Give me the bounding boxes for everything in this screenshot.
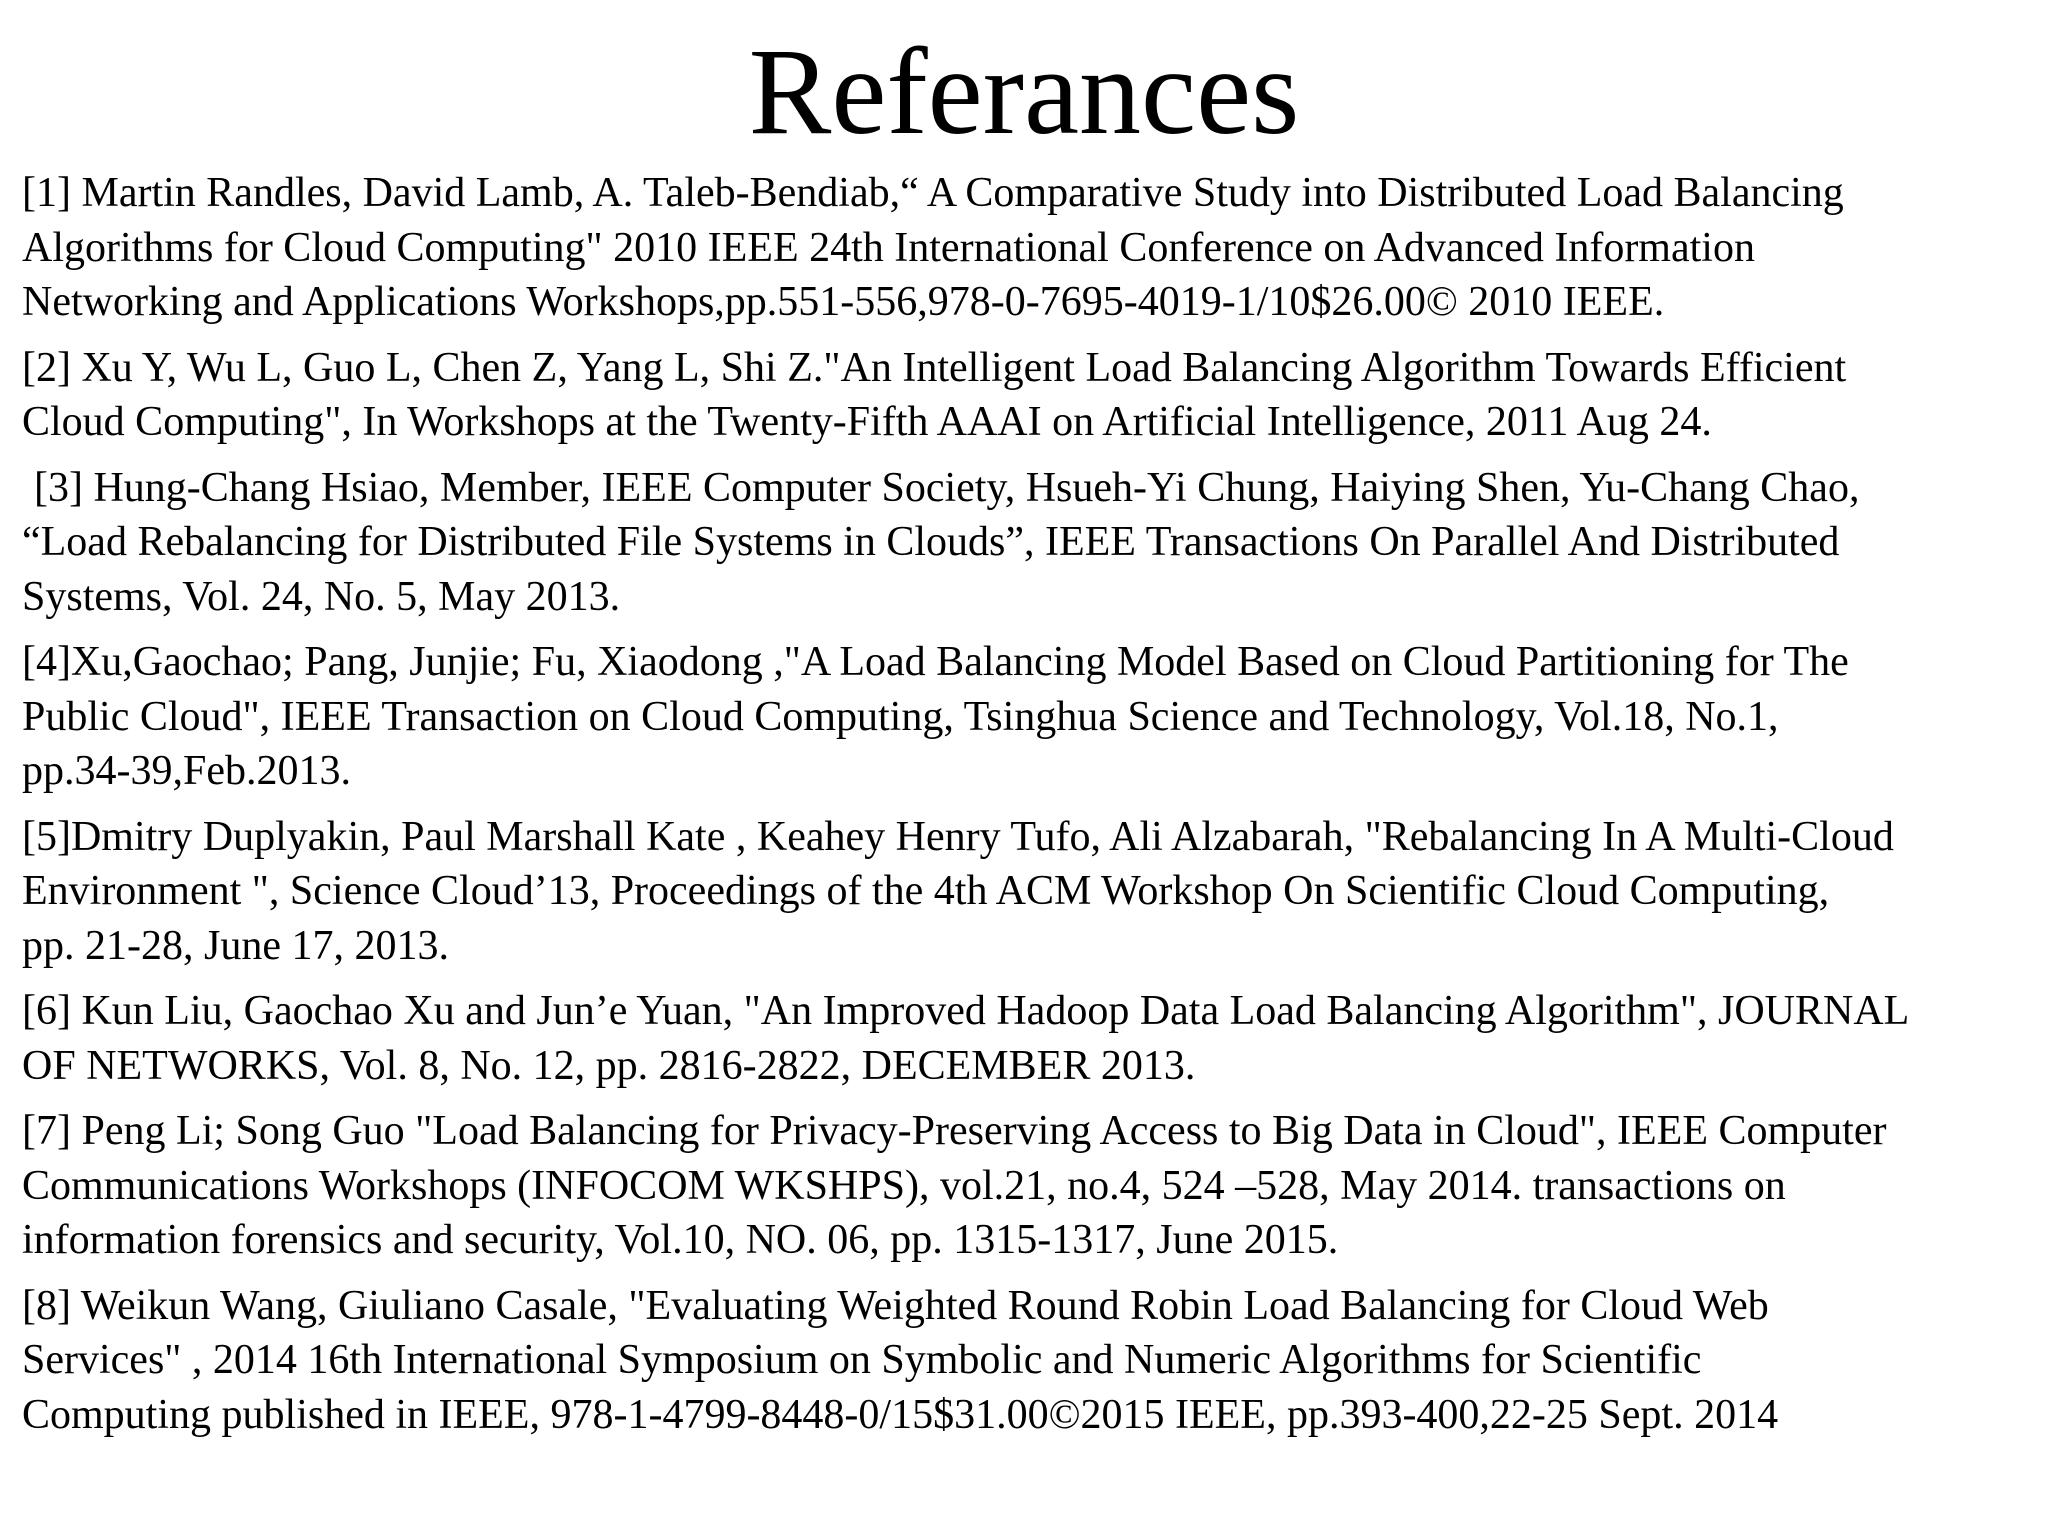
reference-line: Public Cloud", IEEE Transaction on Cloud Computing, Tsinghua Science and Technology, Vol.18, No.1, bbox=[22, 693, 1779, 740]
slide-title: Referances bbox=[748, 23, 1300, 160]
reference-line: Communications Workshops (INFOCOM WKSHPS), vol.21, no.4, 524 –528, May 2014. transactions on bbox=[22, 1162, 1786, 1209]
reference-item-5 bbox=[22, 810, 2048, 974]
reference-item-8 bbox=[22, 1279, 2048, 1443]
reference-line: [5]Dmitry Duplyakin, Paul Marshall Kate , Keahey Henry Tufo, Ali Alzabarah, "Rebalancing In A Multi-Cloud bbox=[22, 813, 1894, 860]
reference-line: [4]Xu,Gaochao; Pang, Junjie; Fu, Xiaodong ,"A Load Balancing Model Based on Cloud Partitioning for The bbox=[22, 639, 1849, 685]
reference-line: pp.34-39,Feb.2013. bbox=[22, 748, 351, 794]
reference-item-2 bbox=[22, 341, 2048, 450]
reference-line: [1] Martin Randles, David Lamb, A. Taleb-Bendiab,“ A Comparative Study into Distributed Load Balancing bbox=[22, 170, 1844, 216]
reference-list bbox=[22, 166, 2048, 1453]
reference-line: Services" , 2014 16th International Symposium on Symbolic and Numeric Algorithms for Scientific bbox=[22, 1337, 1702, 1383]
reference-line: [7] Peng Li; Song Guo "Load Balancing for Privacy-Preserving Access to Big Data in Cloud", IEEE Computer bbox=[22, 1108, 1887, 1154]
reference-item-1 bbox=[22, 166, 2048, 330]
reference-line: Computing published in IEEE, 978-1-4799-8448-0/15$31.00©2015 IEEE, pp.393-400,22-25 Sept. 2014 bbox=[22, 1391, 1779, 1438]
reference-line: Systems, Vol. 24, No. 5, May 2013. bbox=[22, 573, 621, 620]
reference-item-7 bbox=[22, 1104, 2048, 1268]
reference-line: OF NETWORKS, Vol. 8, No. 12, pp. 2816-2822, DECEMBER 2013. bbox=[22, 1042, 1196, 1089]
reference-line: [6] Kun Liu, Gaochao Xu and Jun’e Yuan, "An Improved Hadoop Data Load Balancing Algorithm", JOURNAL bbox=[22, 988, 1910, 1034]
reference-line: [3] Hung-Chang Hsiao, Member, IEEE Computer Society, Hsueh-Yi Chung, Haiying Shen, Yu-Chang Chao, bbox=[34, 464, 1860, 511]
reference-line: pp. 21-28, June 17, 2013. bbox=[22, 922, 449, 969]
reference-line: Environment ", Science Cloud’13, Proceedings of the 4th ACM Workshop On Scientific Cloud Computing, bbox=[22, 868, 1830, 914]
reference-item-4 bbox=[22, 635, 2048, 799]
reference-line: information forensics and security, Vol.10, NO. 06, pp. 1315-1317, June 2015. bbox=[22, 1217, 1339, 1263]
reference-line: [8] Weikun Wang, Giuliano Casale, "Evaluating Weighted Round Robin Load Balancing for Cloud Web bbox=[22, 1282, 1769, 1329]
reference-item-6 bbox=[22, 984, 2048, 1093]
reference-line: Algorithms for Cloud Computing" 2010 IEEE 24th International Conference on Advanced Information bbox=[22, 224, 1755, 271]
reference-line: Networking and Applications Workshops,pp.551-556,978-0-7695-4019-1/10$26.00© 2010 IEEE. bbox=[22, 279, 1665, 325]
reference-line: “Load Rebalancing for Distributed File Systems in Clouds”, IEEE Transactions On Parallel And Distributed bbox=[22, 519, 1840, 565]
reference-line: [2] Xu Y, Wu L, Guo L, Chen Z, Yang L, Shi Z."An Intelligent Load Balancing Algorithm Towards Efficient bbox=[22, 344, 1847, 391]
reference-line: Cloud Computing", In Workshops at the Twenty-Fifth AAAI on Artificial Intelligence, 2011 Aug 24. bbox=[22, 399, 1712, 445]
reference-item-3 bbox=[22, 461, 2048, 625]
